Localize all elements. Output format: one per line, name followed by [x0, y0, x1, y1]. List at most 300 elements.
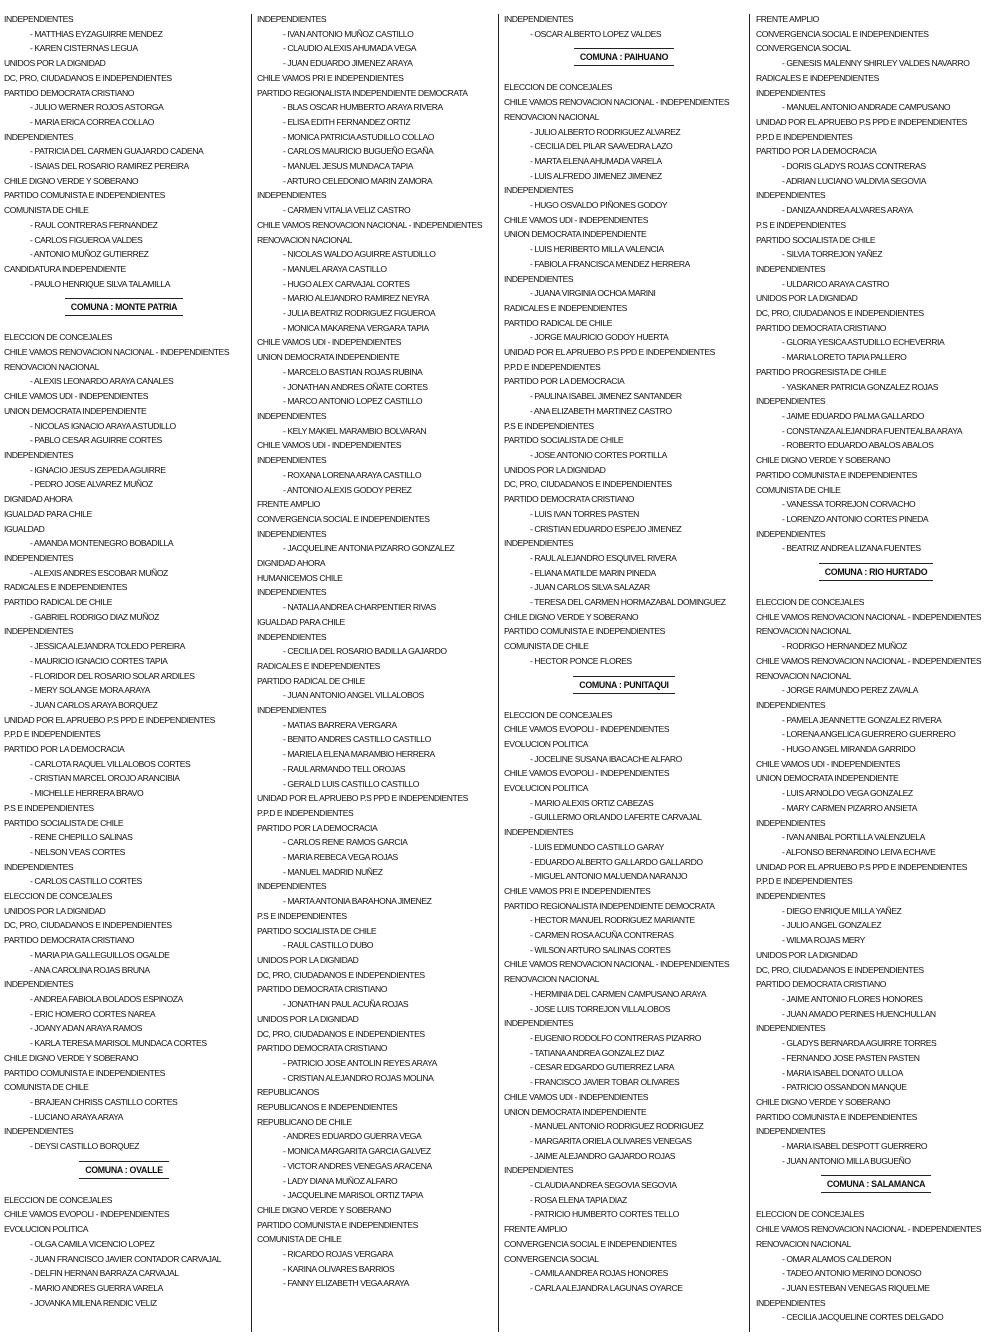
candidate-name: - DORIS GLADYS ROJAS CONTRERAS [782, 161, 926, 172]
candidate-name: - GABRIEL RODRIGO DIAZ MUÑOZ [30, 611, 159, 622]
candidate-name: - DELFIN HERNAN BARRAZA CARVAJAL [30, 1268, 179, 1279]
candidate-name: - JAIME EDUARDO PALMA GALLARDO [782, 410, 925, 421]
party-label: INDEPENDIENTES [504, 185, 574, 196]
candidate-name: - JULIO WERNER ROJOS ASTORGA [30, 102, 164, 113]
party-label: UNIDOS POR LA DIGNIDAD [756, 949, 858, 960]
candidate-name: - HECTOR MANUEL RODRIGUEZ MARIANTE [530, 915, 695, 926]
candidate-name: - BEATRIZ ANDREA LIZANA FUENTES [782, 543, 921, 554]
candidate-name: - YASKANER PATRICIA GONZALEZ ROJAS [782, 381, 938, 392]
candidate-name: - JUAN ESTEBAN VENEGAS RIQUELME [782, 1282, 930, 1293]
party-label: ELECCION DE CONCEJALES [756, 1209, 865, 1220]
candidate-name: - JOSE ANTONIO CORTES PORTILLA [530, 449, 667, 460]
party-label: UNIDOS POR LA DIGNIDAD [257, 1013, 359, 1024]
comuna-heading-block [756, 556, 996, 595]
candidate-name: - MERY SOLANGE MORA ARAYA [30, 685, 150, 696]
candidate-name: - MICHELLE HERRERA BRAVO [30, 788, 144, 799]
candidate-name: - HECTOR PONCE FLORES [530, 655, 632, 666]
party-label: RENOVACION NACIONAL [504, 974, 599, 985]
party-label: COMUNISTA DE CHILE [504, 641, 589, 652]
party-label: CHILE VAMOS EVOPOLI - INDEPENDIENTES [4, 1209, 170, 1220]
party-label: UNIDAD POR EL APRUEBO P.S PPD E INDEPENDIENTES [756, 116, 967, 127]
party-label: INDEPENDIENTES [4, 1126, 74, 1137]
party-label: FRENTE AMPLIO [504, 1224, 567, 1235]
candidate-name: - DIEGO ENRIQUE MILLA YAÑEZ [782, 905, 902, 916]
party-label: P.S E INDEPENDIENTES [756, 219, 846, 230]
party-label: CHILE VAMOS RENOVACION NACIONAL - INDEPENDIENTES [504, 97, 730, 108]
party-label: CHILE VAMOS UDI - INDEPENDIENTES [257, 440, 401, 451]
comuna-heading-block [504, 41, 744, 80]
candidate-name: - PATRICIA DEL CARMEN GUAJARDO CADENA [30, 146, 204, 157]
candidate-name: - LADY DIANA MUÑOZ ALFARO [283, 1175, 398, 1186]
candidate-name: - JUAN FRANCISCO JAVIER CONTADOR CARVAJAL [30, 1253, 222, 1264]
party-label: PARTIDO SOCIALISTA DE CHILE [257, 925, 377, 936]
party-label: P.P.D E INDEPENDIENTES [4, 729, 101, 740]
party-label: CHILE DIGNO VERDE Y SOBERANO [4, 175, 139, 186]
candidate-name: - MARTA ANTONIA BARAHONA JIMENEZ [283, 896, 432, 907]
party-label: PARTIDO COMUNISTA E INDEPENDIENTES [4, 190, 165, 201]
candidate-name: - ALFONSO BERNARDINO LEIVA ECHAVE [782, 846, 936, 857]
party-label: EVOLUCION POLITICA [4, 1224, 89, 1235]
candidate-name: - JONATHAN ANDRES OÑATE CORTES [283, 381, 428, 392]
candidate-name: - BENITO ANDRES CASTILLO CASTILLO [283, 734, 431, 745]
party-label: INDEPENDIENTES [257, 190, 327, 201]
party-label: CHILE VAMOS RENOVACION NACIONAL - INDEPENDIENTES [257, 219, 483, 230]
party-label: INDEPENDIENTES [257, 587, 327, 598]
candidate-name: - CECILIA DEL ROSARIO BADILLA GAJARDO [283, 646, 447, 657]
candidate-name: - CECILIA JACQUELINE CORTES DELGADO [782, 1312, 944, 1323]
candidate-name: - BRAJEAN CHRISS CASTILLO CORTES [30, 1096, 178, 1107]
candidate-name: - JOSE LUIS TORREJON VILLALOBOS [530, 1003, 670, 1014]
party-label: CHILE DIGNO VERDE Y SOBERANO [4, 1052, 139, 1063]
party-label: DC, PRO, CIUDADANOS E INDEPENDIENTES [257, 1028, 425, 1039]
party-label: RENOVACION NACIONAL [257, 234, 352, 245]
party-label: PARTIDO DEMOCRATA CRISTIANO [504, 494, 634, 505]
party-label: PARTIDO DEMOCRATA CRISTIANO [756, 322, 886, 333]
party-label: ELECCION DE CONCEJALES [504, 82, 613, 93]
candidate-name: - MANUEL MADRID NUÑEZ [283, 866, 383, 877]
candidate-name: - RAUL CONTRERAS FERNANDEZ [30, 219, 158, 230]
party-label: PARTIDO COMUNISTA E INDEPENDIENTES [4, 1067, 165, 1078]
party-label: UNIDOS POR LA DIGNIDAD [756, 293, 858, 304]
candidate-name: - MONICA MAKARENA VERGARA TAPIA [283, 322, 429, 333]
party-label: PARTIDO SOCIALISTA DE CHILE [756, 234, 876, 245]
party-label: UNIDOS POR LA DIGNIDAD [504, 464, 606, 475]
candidate-name: - VICTOR ANDRES VENEGAS ARACENA [283, 1160, 432, 1171]
candidate-name: - BLAS OSCAR HUMBERTO ARAYA RIVERA [283, 102, 443, 113]
candidate-name: - JORGE RAIMUNDO PEREZ ZAVALA [782, 685, 919, 696]
party-label: INDEPENDIENTES [504, 14, 574, 24]
party-label: INDEPENDIENTES [257, 14, 327, 24]
candidate-name: - MARTA ELENA AHUMADA VARELA [530, 155, 662, 166]
party-label: CHILE DIGNO VERDE Y SOBERANO [257, 1204, 392, 1215]
party-label: PARTIDO POR LA DEMOCRACIA [504, 376, 625, 387]
candidate-name: - GLORIA YESICA ASTUDILLO ECHEVERRIA [782, 337, 945, 348]
party-label: P.S E INDEPENDIENTES [504, 420, 594, 431]
comuna-heading: COMUNA : RIO HURTADO [819, 563, 933, 581]
candidate-name: - ROBERTO EDUARDO ABALOS ABALOS [782, 440, 934, 451]
party-label: RADICALES E INDEPENDIENTES [504, 302, 627, 313]
candidate-name: - LUIS EDMUNDO CASTILLO GARAY [530, 841, 664, 852]
party-label: INDEPENDIENTES [504, 273, 574, 284]
candidate-name: - TERESA DEL CARMEN HORMAZABAL DOMINGUEZ [530, 597, 726, 608]
party-label: CONVERGENCIA SOCIAL E INDEPENDIENTES [756, 28, 929, 39]
party-label: CHILE VAMOS UDI - INDEPENDIENTES [4, 391, 148, 402]
column-divider [749, 14, 750, 1332]
party-label: INDEPENDIENTES [257, 631, 327, 642]
party-label: FRENTE AMPLIO [756, 14, 819, 24]
party-label: FRENTE AMPLIO [257, 499, 320, 510]
candidate-name: - JACQUELINE ANTONIA PIZARRO GONZALEZ [283, 543, 455, 554]
candidate-name: - CARLOTA RAQUEL VILLALOBOS CORTES [30, 758, 191, 769]
candidate-name: - KELY MAKIEL MARAMBIO BOLVARAN [283, 425, 427, 436]
party-label: PARTIDO SOCIALISTA DE CHILE [4, 817, 124, 828]
party-label: CONVERGENCIA SOCIAL E INDEPENDIENTES [257, 513, 430, 524]
candidate-name: - ELIANA MATILDE MARIN PINEDA [530, 567, 656, 578]
column-4 [756, 12, 996, 1332]
party-label: CANDIDATURA INDEPENDIENTE [4, 263, 126, 274]
candidate-name: - JOANY ADAN ARAYA RAMOS [30, 1023, 142, 1034]
party-label: INDEPENDIENTES [257, 455, 327, 466]
candidate-name: - CARMEN VITALIA VELIZ CASTRO [283, 205, 411, 216]
candidate-name: - CECILIA DEL PILAR SAAVEDRA LAZO [530, 141, 673, 152]
candidate-name: - GENESIS MALENNY SHIRLEY VALDES NAVARRO [782, 58, 970, 69]
candidate-name: - ANA ELIZABETH MARTINEZ CASTRO [530, 405, 672, 416]
candidate-name: - IVAN ANTONIO MUÑOZ CASTILLO [283, 28, 414, 39]
candidate-name: - KARLA TERESA MARISOL MUNDACA CORTES [30, 1038, 207, 1049]
candidate-name: - RICARDO ROJAS VERGARA [283, 1249, 393, 1260]
candidate-name: - RAUL CASTILLO DUBO [283, 940, 374, 951]
candidate-name: - HERMINIA DEL CARMEN CAMPUSANO ARAYA [530, 988, 707, 999]
party-label: DC, PRO, CIUDADANOS E INDEPENDIENTES [756, 964, 924, 975]
party-label: INDEPENDIENTES [756, 1126, 826, 1137]
candidate-name: - CRISTIAN ALEJANDRO ROJAS MOLINA [283, 1072, 434, 1083]
party-label: INDEPENDIENTES [504, 1165, 574, 1176]
candidate-name: - DEYSI CASTILLO BORQUEZ [30, 1141, 140, 1152]
party-label: UNIDAD POR EL APRUEBO P.S PPD E INDEPENDIENTES [504, 347, 715, 358]
party-label: INDEPENDIENTES [756, 1023, 826, 1034]
party-label: UNIDAD POR EL APRUEBO P.S PPD E INDEPENDIENTES [257, 793, 468, 804]
candidate-name: - ADRIAN LUCIANO VALDIVIA SEGOVIA [782, 175, 927, 186]
candidate-name: - CRISTIAN EDUARDO ESPEJO JIMENEZ [530, 523, 682, 534]
candidate-name: - RAUL ARMANDO TELL OROJAS [283, 763, 406, 774]
party-label: INDEPENDIENTES [504, 827, 574, 838]
candidate-name: - CARLOS CASTILLO CORTES [30, 876, 142, 887]
candidate-name: - JUAN EDUARDO JIMENEZ ARAYA [283, 58, 413, 69]
candidate-name: - LORENA ANGELICA GUERRERO GUERRERO [782, 729, 956, 740]
candidate-name: - MARGARITA ORIELA OLIVARES VENEGAS [530, 1135, 692, 1146]
party-label: INDEPENDIENTES [4, 626, 74, 637]
party-label: PARTIDO DEMOCRATA CRISTIANO [257, 984, 387, 995]
party-label: CHILE VAMOS PRI E INDEPENDIENTES [257, 72, 404, 83]
candidate-name: - FABIOLA FRANCISCA MENDEZ HERRERA [530, 258, 690, 269]
candidate-name: - ANDRES EDUARDO GUERRA VEGA [283, 1131, 422, 1142]
party-label: INDEPENDIENTES [756, 528, 826, 539]
candidate-name: - MARIA LORETO TAPIA PALLERO [782, 352, 907, 363]
candidate-name: - MARIO ALEJANDRO RAMIREZ NEYRA [283, 293, 430, 304]
candidate-name: - PATRICIO HUMBERTO CORTES TELLO [530, 1209, 679, 1220]
candidate-name: - NICOLAS IGNACIO ARAYA ASTUDILLO [30, 420, 176, 431]
candidate-name: - JUAN CARLOS ARAYA BORQUEZ [30, 699, 158, 710]
candidate-name: - ANA CAROLINA ROJAS BRUNA [30, 964, 150, 975]
candidate-name: - NELSON VEAS CORTES [30, 846, 125, 857]
candidate-name: - MARIA ISABEL DESPOTT GUERRERO [782, 1141, 928, 1152]
candidate-name: - MARIA PIA GALLEGUILLOS OGALDE [30, 949, 170, 960]
party-label: PARTIDO COMUNISTA E INDEPENDIENTES [756, 469, 917, 480]
column-divider [251, 14, 252, 1332]
candidate-name: - TATIANA ANDREA GONZALEZ DIAZ [530, 1047, 665, 1058]
party-label: P.P.D E INDEPENDIENTES [756, 876, 853, 887]
party-label: IGUALDAD PARA CHILE [257, 616, 345, 627]
candidate-name: - MANUEL ANTONIO RODRIGUEZ RODRIGUEZ [530, 1121, 704, 1132]
candidate-name: - LUCIANO ARAYA ARAYA [30, 1111, 124, 1122]
comuna-heading-block [4, 291, 244, 330]
party-label: EVOLUCION POLITICA [504, 738, 589, 749]
party-label: CHILE VAMOS UDI - INDEPENDIENTES [257, 337, 401, 348]
candidate-name: - JULIO ALBERTO RODRIGUEZ ALVAREZ [530, 126, 681, 137]
candidate-name: - CESAR EDGARDO GUTIERREZ LARA [530, 1062, 675, 1073]
party-label: REPUBLICANOS E INDEPENDIENTES [257, 1102, 398, 1113]
candidate-name: - MARIA ERICA CORREA COLLAO [30, 116, 154, 127]
party-label: PARTIDO COMUNISTA E INDEPENDIENTES [257, 1219, 418, 1230]
comuna-heading-block [504, 669, 744, 708]
party-label: PARTIDO DEMOCRATA CRISTIANO [4, 935, 134, 946]
party-label: P.P.D E INDEPENDIENTES [257, 807, 354, 818]
candidate-name: - EDUARDO ALBERTO GALLARDO GALLARDO [530, 856, 703, 867]
party-label: CHILE VAMOS RENOVACION NACIONAL - INDEPENDIENTES [756, 611, 982, 622]
party-label: PARTIDO REGIONALISTA INDEPENDIENTE DEMOCRATA [257, 87, 468, 98]
candidate-name: - SILVIA TORREJON YAÑEZ [782, 249, 883, 260]
party-label: DIGNIDAD AHORA [257, 558, 326, 569]
candidate-name: - CARLA ALEJANDRA LAGUNAS OYARCE [530, 1282, 683, 1293]
candidate-name: - JESSICA ALEJANDRA TOLEDO PEREIRA [30, 641, 185, 652]
party-label: DC, PRO, CIUDADANOS E INDEPENDIENTES [257, 969, 425, 980]
party-label: ELECCION DE CONCEJALES [504, 709, 613, 720]
candidate-name: - MARCO ANTONIO LOPEZ CASTILLO [283, 396, 423, 407]
party-label: PARTIDO POR LA DEMOCRACIA [4, 744, 125, 755]
party-label: CHILE VAMOS UDI - INDEPENDIENTES [756, 758, 900, 769]
candidate-name: - JUAN ANTONIO ANGEL VILLALOBOS [283, 690, 424, 701]
party-label: IGUALDAD [4, 523, 45, 534]
party-label: CHILE DIGNO VERDE Y SOBERANO [756, 1096, 891, 1107]
party-label: UNION DEMOCRATA INDEPENDIENTE [756, 773, 899, 784]
candidate-name: - HUGO OSVALDO PIÑONES GODOY [530, 200, 668, 211]
candidate-name: - AMANDA MONTENEGRO BOBADILLA [30, 538, 174, 549]
party-label: RENOVACION NACIONAL [756, 626, 851, 637]
candidate-name: - PEDRO JOSE ALVAREZ MUÑOZ [30, 479, 153, 490]
comuna-heading-block [4, 1154, 244, 1193]
party-label: P.P.D E INDEPENDIENTES [504, 361, 601, 372]
candidate-name: - FRANCISCO JAVIER TOBAR OLIVARES [530, 1077, 680, 1088]
candidate-name: - PABLO CESAR AGUIRRE CORTES [30, 435, 162, 446]
candidate-name: - TADEO ANTONIO MERINO DONOSO [782, 1268, 922, 1279]
candidate-name: - CARLOS RENE RAMOS GARCIA [283, 837, 408, 848]
party-label: P.S E INDEPENDIENTES [257, 910, 347, 921]
candidate-name: - HUGO ANGEL MIRANDA GARRIDO [782, 744, 916, 755]
party-label: PARTIDO RADICAL DE CHILE [257, 675, 365, 686]
party-label: INDEPENDIENTES [4, 131, 74, 142]
party-label: INDEPENDIENTES [756, 87, 826, 98]
candidate-name: - MARIO ANDRES GUERRA VARELA [30, 1282, 163, 1293]
party-label: UNIDAD POR EL APRUEBO P.S PPD E INDEPENDIENTES [4, 714, 215, 725]
candidate-name: - MARY CARMEN PIZARRO ANSIETA [782, 802, 917, 813]
candidate-name: - JUAN CARLOS SILVA SALAZAR [530, 582, 650, 593]
party-label: INDEPENDIENTES [756, 891, 826, 902]
party-label: INDEPENDIENTES [257, 705, 327, 716]
party-label: CHILE VAMOS UDI - INDEPENDIENTES [504, 214, 648, 225]
candidate-name: - CONSTANZA ALEJANDRA FUENTEALBA ARAYA [782, 425, 963, 436]
party-label: PARTIDO DEMOCRATA CRISTIANO [4, 87, 134, 98]
party-label: PARTIDO PROGRESISTA DE CHILE [756, 366, 887, 377]
party-label: PARTIDO SOCIALISTA DE CHILE [504, 435, 624, 446]
party-label: CHILE VAMOS EVOPOLI - INDEPENDIENTES [504, 724, 670, 735]
candidate-name: - GUILLERMO ORLANDO LAFERTE CARVAJAL [530, 812, 702, 823]
candidate-name: - OLGA CAMILA VICENCIO LOPEZ [30, 1238, 155, 1249]
party-label: UNION DEMOCRATA INDEPENDIENTE [257, 352, 400, 363]
party-label: DC, PRO, CIUDADANOS E INDEPENDIENTES [4, 72, 172, 83]
party-label: INDEPENDIENTES [756, 699, 826, 710]
party-label: INDEPENDIENTES [756, 263, 826, 274]
candidate-name: - ALEXIS ANDRES ESCOBAR MUÑOZ [30, 567, 168, 578]
candidate-name: - VANESSA TORREJON CORVACHO [782, 499, 916, 510]
candidate-name: - JULIO ANGEL GONZALEZ [782, 920, 882, 931]
party-label: IGUALDAD PARA CHILE [4, 508, 92, 519]
candidate-name: - KAREN CISTERNAS LEGUA [30, 43, 138, 54]
candidate-name: - MANUEL ANTONIO ANDRADE CAMPUSANO [782, 102, 951, 113]
party-label: RENOVACION NACIONAL [504, 111, 599, 122]
candidate-name: - CRISTIAN MARCEL OROJO ARANCIBIA [30, 773, 180, 784]
party-label: CHILE VAMOS RENOVACION NACIONAL - INDEPENDIENTES [504, 959, 730, 970]
party-label: REPUBLICANOS [257, 1087, 319, 1098]
candidate-name: - ANTONIO MUÑOZ GUTIERREZ [30, 249, 149, 260]
party-label: INDEPENDIENTES [756, 396, 826, 407]
candidate-name: - ERIC HOMERO CORTES NAREA [30, 1008, 156, 1019]
party-label: ELECCION DE CONCEJALES [4, 891, 113, 902]
party-label: UNIDOS POR LA DIGNIDAD [4, 58, 106, 69]
party-label: RADICALES E INDEPENDIENTES [4, 582, 127, 593]
party-label: PARTIDO COMUNISTA E INDEPENDIENTES [756, 1111, 917, 1122]
candidate-name: - LUIS IVAN TORRES PASTEN [530, 508, 639, 519]
party-label: PARTIDO POR LA DEMOCRACIA [257, 822, 378, 833]
party-label: PARTIDO REGIONALISTA INDEPENDIENTE DEMOCRATA [504, 900, 715, 911]
candidate-name: - MANUEL ARAYA CASTILLO [283, 263, 387, 274]
party-label: RADICALES E INDEPENDIENTES [257, 660, 380, 671]
column-divider [498, 14, 499, 1332]
party-label: COMUNISTA DE CHILE [257, 1234, 342, 1245]
party-label: CHILE VAMOS RENOVACION NACIONAL - INDEPENDIENTES [756, 655, 982, 666]
candidate-name: - ROXANA LORENA ARAYA CASTILLO [283, 469, 422, 480]
candidate-name: - NATALIA ANDREA CHARPENTIER RIVAS [283, 602, 436, 613]
party-label: UNIDOS POR LA DIGNIDAD [4, 905, 106, 916]
candidate-name: - HUGO ALEX CARVAJAL CORTES [283, 278, 410, 289]
party-label: INDEPENDIENTES [756, 1297, 826, 1308]
candidate-name: - ROSA ELENA TAPIA DIAZ [530, 1194, 627, 1205]
party-label: PARTIDO RADICAL DE CHILE [504, 317, 612, 328]
column-2 [257, 12, 497, 1332]
party-label: CHILE VAMOS UDI - INDEPENDIENTES [504, 1091, 648, 1102]
comuna-heading: COMUNA : MONTE PATRIA [65, 298, 183, 316]
party-label: DC, PRO, CIUDADANOS E INDEPENDIENTES [4, 920, 172, 931]
candidate-name: - FERNANDO JOSE PASTEN PASTEN [782, 1052, 920, 1063]
party-label: UNION DEMOCRATA INDEPENDIENTE [504, 229, 647, 240]
candidate-name: - MIGUEL ANTONIO MALUENDA NARANJO [530, 871, 688, 882]
party-label: RENOVACION NACIONAL [4, 361, 99, 372]
candidate-name: - PAULO HENRIQUE SILVA TALAMILLA [30, 278, 171, 289]
candidate-name: - GERALD LUIS CASTILLO CASTILLO [283, 778, 420, 789]
candidate-name: - JOVANKA MILENA RENDIC VELIZ [30, 1297, 157, 1308]
party-label: PARTIDO DEMOCRATA CRISTIANO [257, 1043, 387, 1054]
party-label: CONVERGENCIA SOCIAL [756, 43, 851, 54]
party-label: DC, PRO, CIUDADANOS E INDEPENDIENTES [504, 479, 672, 490]
party-label: PARTIDO DEMOCRATA CRISTIANO [756, 979, 886, 990]
party-label: UNIDOS POR LA DIGNIDAD [257, 955, 359, 965]
party-label: UNIDAD POR EL APRUEBO P.S PPD E INDEPENDIENTES [756, 861, 967, 872]
party-label: INDEPENDIENTES [4, 861, 74, 872]
party-label: PARTIDO COMUNISTA E INDEPENDIENTES [504, 626, 665, 637]
candidate-name: - PATRICIO JOSE ANTOLIN REYES ARAYA [283, 1057, 437, 1068]
party-label: UNION DEMOCRATA INDEPENDIENTE [4, 405, 147, 416]
candidate-name: - IVAN ANIBAL PORTILLA VALENZUELA [782, 832, 925, 843]
party-label: INDEPENDIENTES [756, 817, 826, 828]
party-label: CHILE DIGNO VERDE Y SOBERANO [504, 611, 639, 622]
party-label: COMUNISTA DE CHILE [4, 1082, 89, 1093]
candidate-name: - GLADYS BERNARDA AGUIRRE TORRES [782, 1038, 937, 1049]
candidate-name: - MAURICIO IGNACIO CORTES TAPIA [30, 655, 168, 666]
candidate-name: - PATRICIO OSSANDON MANQUE [782, 1082, 907, 1093]
candidate-name: - CLAUDIA ANDREA SEGOVIA SEGOVIA [530, 1180, 677, 1191]
candidate-name: - CARLOS FIGUEROA VALDES [30, 234, 143, 245]
candidate-name: - JAIME ANTONIO FLORES HONORES [782, 994, 923, 1004]
party-label: COMUNISTA DE CHILE [4, 205, 89, 216]
party-label: PARTIDO POR LA DEMOCRACIA [756, 146, 877, 157]
party-label: INDEPENDIENTES [257, 528, 327, 539]
party-label: RENOVACION NACIONAL [756, 1238, 851, 1249]
candidate-name: - RENE CHEPILLO SALINAS [30, 832, 133, 843]
candidate-name: - ELISA EDITH FERNANDEZ ORTIZ [283, 116, 411, 127]
candidate-name: - DANIZA ANDREA ALVARES ARAYA [782, 205, 913, 216]
candidate-name: - FANNY ELIZABETH VEGA ARAYA [283, 1278, 409, 1289]
candidate-name: - ARTURO CELEDONIO MARIN ZAMORA [283, 175, 433, 186]
candidate-name: - MARIELA ELENA MARAMBIO HERRERA [283, 749, 435, 760]
candidate-name: - CAMILA ANDREA ROJAS HONORES [530, 1268, 668, 1279]
party-label: INDEPENDIENTES [504, 538, 574, 549]
candidate-name: - MARIA ISABEL DONATO ULLOA [782, 1067, 903, 1078]
candidate-name: - WILSON ARTURO SALINAS CORTES [530, 944, 671, 955]
comuna-heading: COMUNA : OVALLE [79, 1161, 169, 1179]
candidate-name: - PAMELA JEANNETTE GONZALEZ RIVERA [782, 714, 942, 725]
candidate-name: - ALEXIS LEONARDO ARAYA CANALES [30, 376, 174, 387]
candidate-name: - MONICA PATRICIA ASTUDILLO COLLAO [283, 131, 435, 142]
candidate-name: - MARIO ALEXIS ORTIZ CABEZAS [530, 797, 654, 808]
candidate-name: - ULDARICO ARAYA CASTRO [782, 278, 889, 289]
party-label: INDEPENDIENTES [504, 1018, 574, 1029]
candidate-name: - MARCELO BASTIAN ROJAS RUBINA [283, 366, 423, 377]
candidate-name: - JUAN ANTONIO MILLA BUGUEÑO [782, 1155, 911, 1166]
candidate-name: - JULIA BEATRIZ RODRIGUEZ FIGUEROA [283, 308, 436, 319]
party-label: CHILE VAMOS PRI E INDEPENDIENTES [504, 885, 651, 896]
candidate-name: - MATTHIAS EYZAGUIRRE MENDEZ [30, 28, 163, 39]
candidate-name: - KARINA OLIVARES BARRIOS [283, 1263, 395, 1274]
candidate-name: - JUANA VIRGINIA OCHOA MARINI [530, 288, 656, 299]
party-label: DC, PRO, CIUDADANOS E INDEPENDIENTES [756, 308, 924, 319]
candidate-name: - OSCAR ALBERTO LOPEZ VALDES [530, 28, 662, 39]
candidate-name: - ANDREA FABIOLA BOLADOS ESPINOZA [30, 994, 183, 1004]
party-label: PARTIDO RADICAL DE CHILE [4, 597, 112, 608]
party-label: INDEPENDIENTES [4, 449, 74, 460]
candidate-name: - RAUL ALEJANDRO ESQUIVEL RIVERA [530, 552, 677, 563]
candidate-name: - LUIS HERIBERTO MILLA VALENCIA [530, 244, 664, 255]
candidate-name: - WILMA ROJAS MERY [782, 935, 865, 946]
party-label: ELECCION DE CONCEJALES [756, 597, 865, 608]
